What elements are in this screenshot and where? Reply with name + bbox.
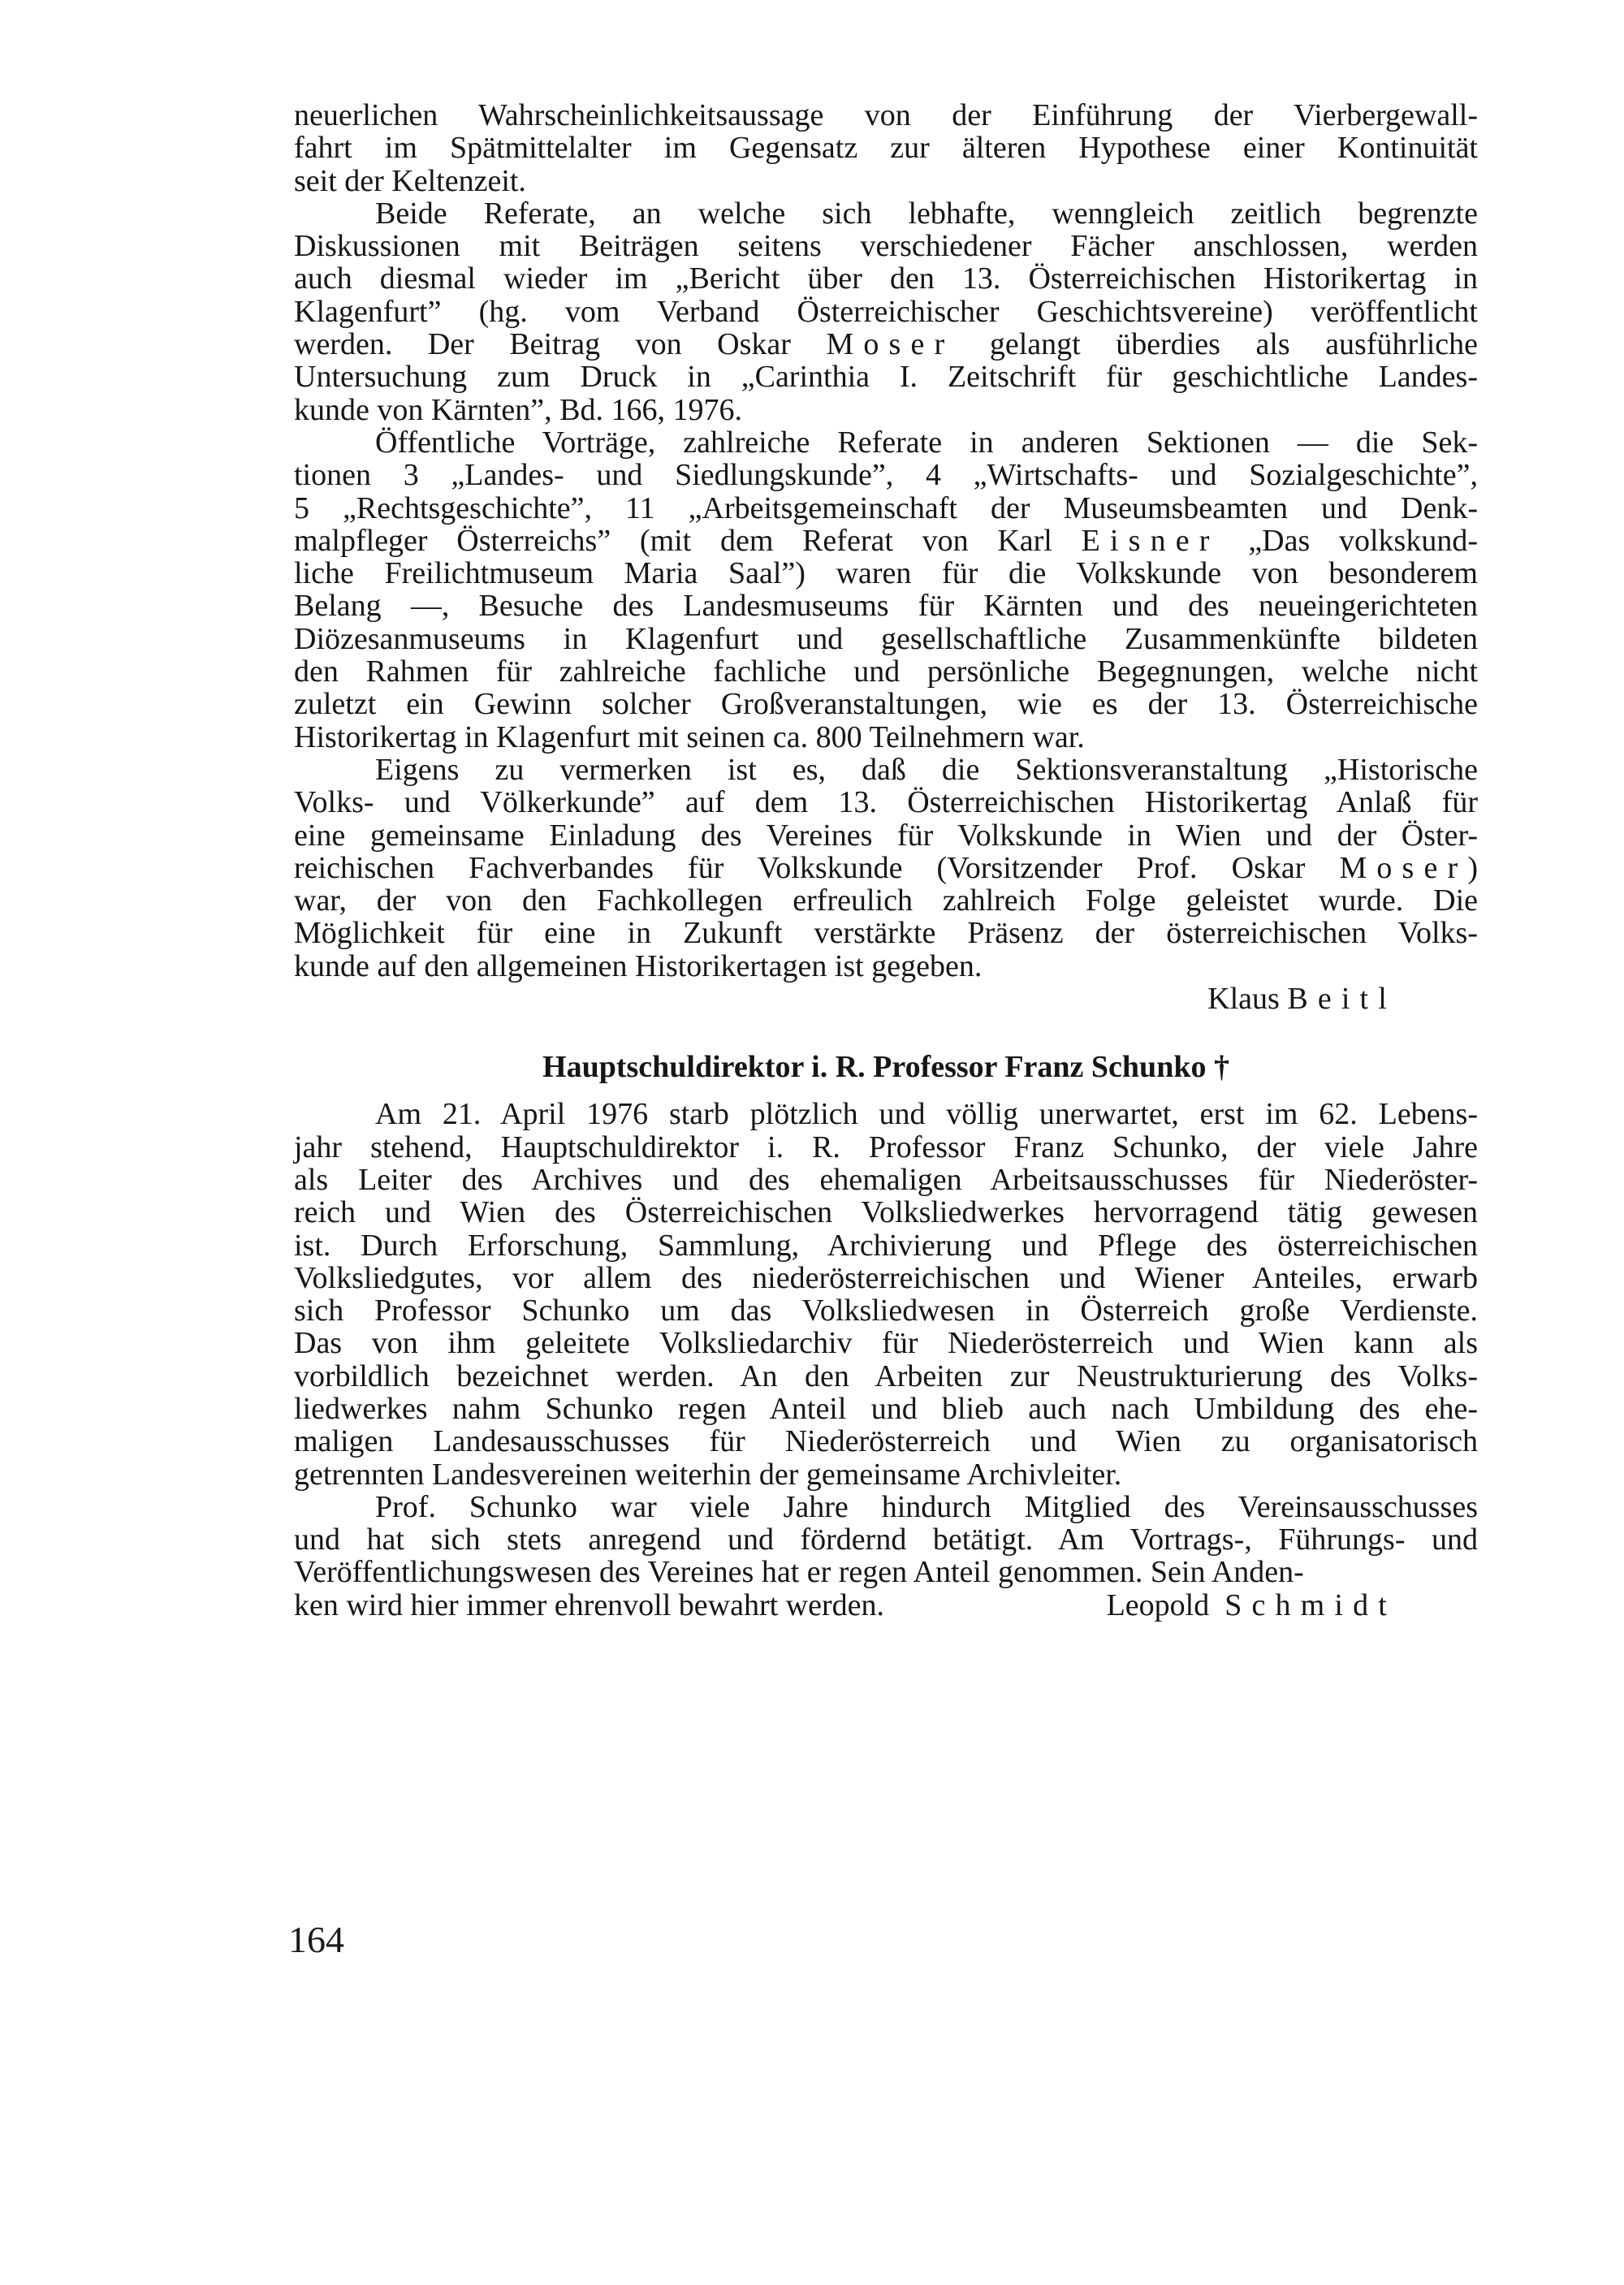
text-line: und hat sich stets anregend und fördernd betätigt. Am Vortrags-, Führungs- und — [294, 1523, 1478, 1557]
text-line: als Leiter des Archives und des ehemaligen Arbeitsausschusses für Niederöster- — [294, 1162, 1478, 1197]
obituary-section — [294, 1098, 1478, 1588]
text-line: war, der von den Fachkollegen erfreulich zahlreich Folge geleistet wurde. Die — [294, 883, 1478, 918]
paragraph — [294, 197, 1478, 426]
text-line: tionen 3 „Landes- und Siedlungskunde”, 4 „Wirtschafts- und Sozialgeschichte”, — [294, 458, 1478, 493]
signature-last-name: Schmidt — [1224, 1587, 1397, 1622]
text-line: seit der Keltenzeit. — [294, 163, 526, 198]
text-line: neuerlichen Wahrscheinlichkeitsaussage von der Einführung der Vierbergewall- — [294, 98, 1478, 132]
text-segment: malpfleger Österreichs” (mit dem Referat von Karl — [294, 523, 1082, 558]
text-line: den Rahmen für zahlreiche fachliche und persönliche Begegnungen, welche nicht — [294, 654, 1478, 689]
text-line — [294, 525, 1478, 557]
text-line: Diskussionen mit Beiträgen seitens verschiedener Fächer anschlossen, werden — [294, 229, 1478, 264]
text-line: Volks- und Völkerkunde” auf dem 13. Österreichischen Historikertag Anlaß für — [294, 785, 1478, 820]
signature-first-name: Klaus — [1207, 982, 1280, 1017]
text-segment: ) — [1467, 850, 1478, 885]
text-segment: werden. Der Beitrag von Oskar — [294, 327, 827, 362]
text-line: auch diesmal wieder im „Bericht über den 13. Österreichischen Historikertag in — [294, 261, 1478, 296]
paragraph — [294, 754, 1478, 983]
text-line: reich und Wien des Österreichischen Volksliedwerkes hervorragend tätig gewesen — [294, 1195, 1478, 1230]
text-line: Veröffentlichungswesen des Vereines hat er regen Anteil genommen. Sein Anden- — [294, 1555, 1304, 1590]
text-line: Öffentliche Vorträge, zahlreiche Referate in anderen Sektionen — die Sek- — [375, 425, 1478, 460]
text-line: kunde auf den allgemeinen Historikertagen ist gegeben. — [294, 948, 983, 983]
text-line: kunde von Kärnten”, Bd. 166, 1976. — [294, 392, 742, 427]
spaced-author-name: Eisner — [1081, 523, 1220, 558]
signature-klaus-beitl — [294, 983, 1478, 1015]
text-line: Am 21. April 1976 starb plötzlich und völlig unerwartet, erst im 62. Lebens- — [375, 1097, 1478, 1132]
text-segment: gelangt überdies als ausführliche — [954, 327, 1479, 362]
paragraph — [294, 1098, 1478, 1491]
text-line: 5 „Rechtsgeschichte”, 11 „Arbeitsgemeinschaft der Museumsbeamten und Denk- — [294, 490, 1478, 525]
signature-last-name: Beitl — [1287, 982, 1397, 1017]
text-line: Das von ihm geleitete Volksliedarchiv für Niederösterreich und Wien kann als — [294, 1326, 1478, 1361]
text-line: maligen Landesausschusses für Niederösterreich und Wien zu organisatorisch — [294, 1424, 1478, 1459]
text-line: eine gemeinsame Einladung des Vereines für Volkskunde in Wien und der Öster- — [294, 818, 1478, 853]
text-line: Diözesanmuseums in Klagenfurt und gesellschaftliche Zusammenkünfte bildeten — [294, 621, 1478, 656]
text-line: sich Professor Schunko um das Volksliedwesen in Österreich große Verdienste. — [294, 1294, 1478, 1328]
spaced-author-name: Moser — [1339, 850, 1468, 885]
paragraph — [294, 99, 1478, 197]
text-line: liedwerkes nahm Schunko regen Anteil und blieb auch nach Umbildung des ehe- — [294, 1391, 1478, 1426]
text-line: Eigens zu vermerken ist es, daß die Sektionsveranstaltung „Historische — [375, 752, 1478, 787]
page-number: 164 — [288, 1919, 344, 1960]
text-line: Belang —, Besuche des Landesmuseums für Kärnten und des neueingerichteten — [294, 589, 1478, 624]
text-line: vorbildlich bezeichnet werden. An den Arbeiten zur Neustrukturierung des Volks- — [294, 1358, 1478, 1393]
report-section — [294, 99, 1478, 983]
paragraph — [294, 426, 1478, 754]
signature-first-name: Leopold — [1106, 1587, 1210, 1622]
document-page — [294, 99, 1478, 1622]
paragraph — [294, 1491, 1478, 1589]
obituary-heading: Hauptschuldirektor i. R. Professor Franz Schunko † — [542, 1050, 1229, 1085]
text-line: Untersuchung zum Druck in „Carinthia I. Zeitschrift für geschichtliche Landes- — [294, 360, 1478, 395]
text-segment: reichischen Fachverbandes für Volkskunde (Vorsitzender Prof. Oskar — [294, 850, 1340, 885]
text-line: Möglichkeit für eine in Zukunft verstärkte Präsenz der österreichischen Volks- — [294, 916, 1478, 951]
signature-leopold-schmidt — [1107, 1589, 1397, 1622]
text-line: Volksliedgutes, vor allem des niederösterreichischen und Wiener Anteiles, erwarb — [294, 1260, 1478, 1295]
text-line: getrennten Landesvereinen weiterhin der gemeinsame Archivleiter. — [294, 1457, 1122, 1492]
text-line: Klagenfurt” (hg. vom Verband Österreichischer Geschichtsvereine) veröffentlicht — [294, 294, 1478, 329]
text-line: Prof. Schunko war viele Jahre hindurch Mitglied des Vereinsausschusses — [375, 1489, 1478, 1524]
text-line: jahr stehend, Hauptschuldirektor i. R. Professor Franz Schunko, der viele Jahre — [294, 1130, 1478, 1164]
spaced-author-name: Moser — [826, 327, 955, 362]
text-line: ist. Durch Erforschung, Sammlung, Archivierung und Pflege des österreichischen — [294, 1228, 1478, 1263]
text-line — [294, 852, 1478, 884]
closing-text: ken wird hier immer ehrenvoll bewahrt werden. — [294, 1587, 885, 1622]
text-line: zuletzt ein Gewinn solcher Großveranstaltungen, wie es der 13. Österreichische — [294, 687, 1478, 722]
text-segment: „Das volkskund- — [1219, 523, 1478, 558]
text-line: liche Freilichtmuseum Maria Saal”) waren für die Volkskunde von besonderem — [294, 556, 1478, 591]
text-line: Historikertag in Klagenfurt mit seinen ca. 800 Teilnehmern war. — [294, 719, 1085, 754]
text-line: Beide Referate, an welche sich lebhafte, wenngleich zeitlich begrenzte — [375, 196, 1478, 231]
text-line — [294, 328, 1478, 361]
closing-line — [294, 1589, 1478, 1622]
text-line: fahrt im Spätmittelalter im Gegensatz zur älteren Hypothese einer Kontinuität — [294, 131, 1478, 166]
